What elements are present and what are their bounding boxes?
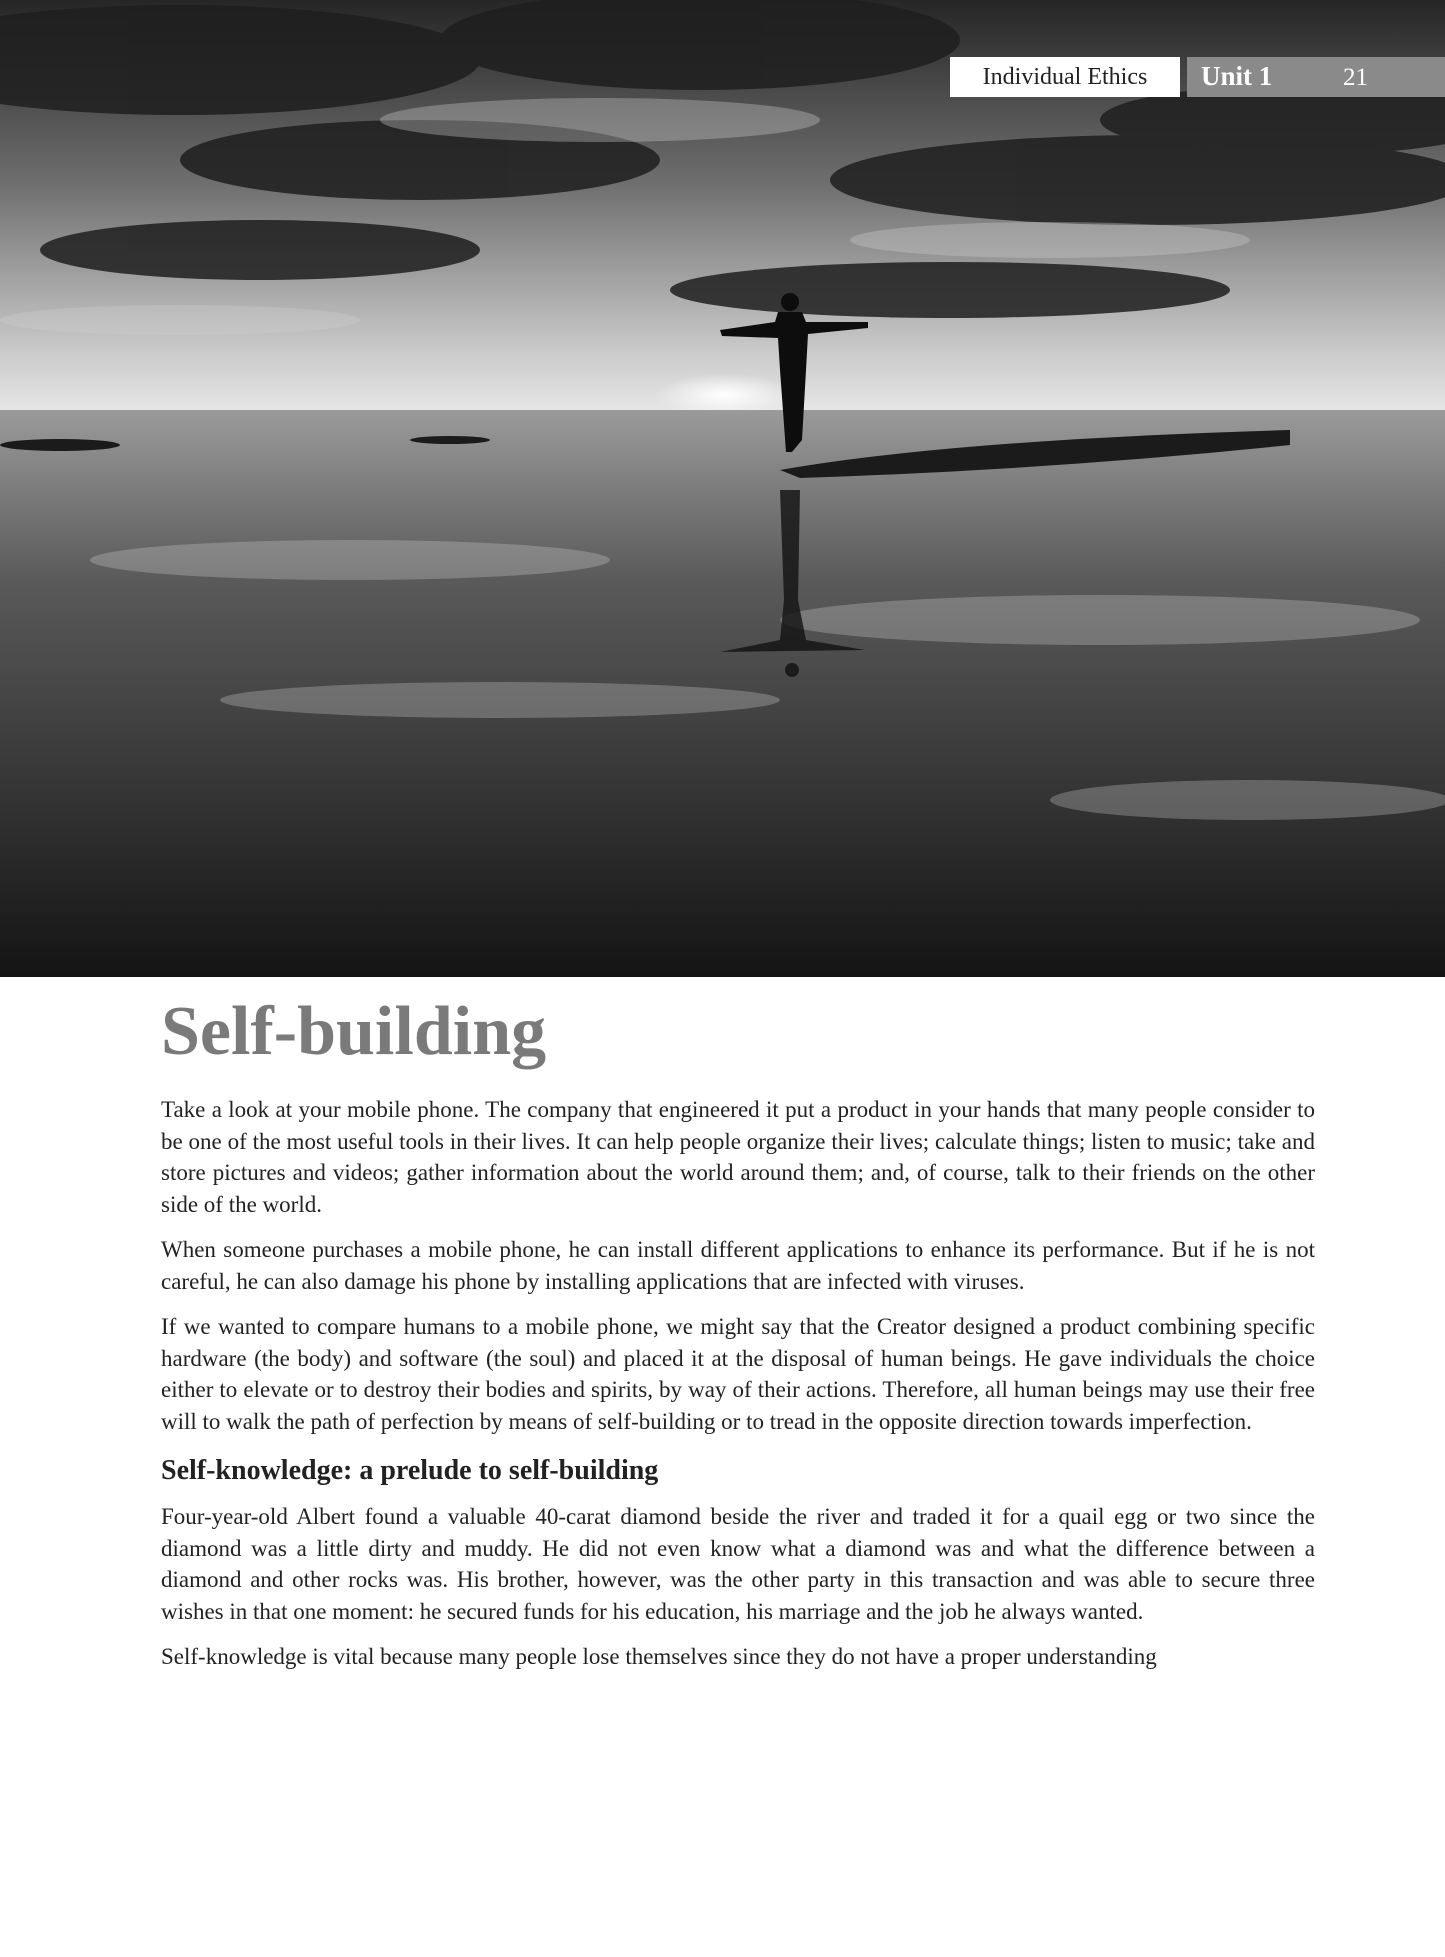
unit-label: Unit 1 xyxy=(1201,61,1273,91)
article-body xyxy=(161,990,1315,1687)
header-section-label: Individual Ethics xyxy=(982,64,1148,90)
page-number: 21 xyxy=(1343,64,1368,91)
header-section-box xyxy=(950,57,1180,97)
paragraph-5: Self-knowledge is vital because many people lose themselves since they do not have a proper understanding xyxy=(161,1644,1157,1669)
beach-silhouette-illustration xyxy=(0,0,1445,977)
page-title: Self-building xyxy=(161,993,547,1070)
paragraph-1: Take a look at your mobile phone. The company that engineered it put a product in your hands that many people consider to be one of the most useful tools in their lives. It can help people organize their lives; calculate things; listen to music; take and store pictures and videos; gather information about the world around them; and, of course, talk to their friends on the other side of the world. xyxy=(161,1097,1315,1217)
paragraph-4: Four-year-old Albert found a valuable 40-carat diamond beside the river and traded it for a quail egg or two since the diamond was a little dirty and muddy. He did not even know what a diamond was and what the difference between a diamond and other rocks was. His brother, however, was the other party in this transaction and was able to secure three wishes in that one moment: he secured funds for his education, his marriage and the job he always wanted. xyxy=(161,1504,1315,1624)
subheading: Self-knowledge: a prelude to self-building xyxy=(161,1455,659,1486)
paragraph-3: If we wanted to compare humans to a mobile phone, we might say that the Creator designed a product combining specific hardware (the body) and software (the soul) and placed it at the disposal of human beings. He gave individuals the choice either to elevate or to destroy their bodies and spirits, by way of their actions. Therefore, all human beings may use their free will to walk the path of perfection by means of self-building or to tread in the opposite direction towards imperfection. xyxy=(161,1314,1315,1434)
hero-photo xyxy=(0,0,1445,977)
paragraph-2: When someone purchases a mobile phone, he can install different applications to enhance its performance. But if he is not careful, he can also damage his phone by installing applications that are infected with viruses. xyxy=(161,1237,1315,1294)
header-unit-box xyxy=(1187,57,1445,97)
